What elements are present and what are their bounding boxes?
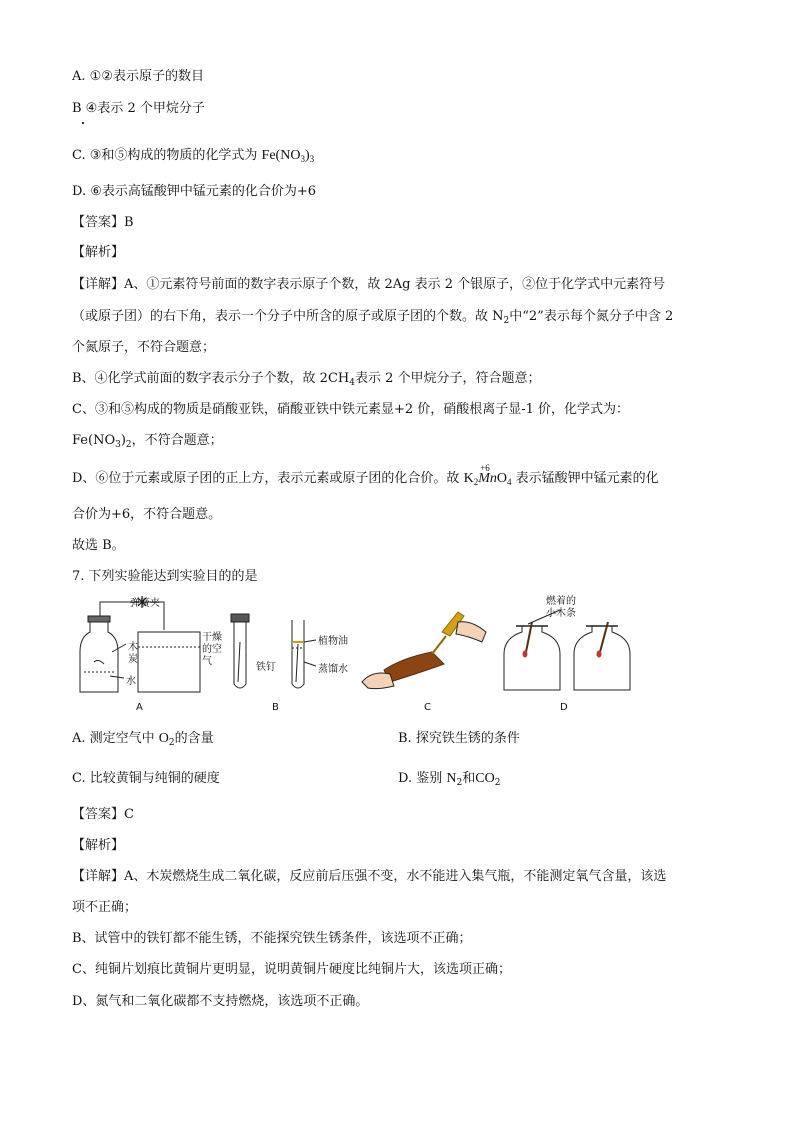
label-distilled-water: 蒸馏水 xyxy=(318,664,348,675)
formula-k2mno4: $K_2$ +6 MnO$_4$ xyxy=(463,463,512,487)
q6-detail-line-1: 【详解】A、①元素符号前面的数字表示原子个数，故 2Ag 表示 2 个银原子，②位于化学式中元素符号 xyxy=(72,277,666,292)
label-charcoal-2: 炭 xyxy=(128,654,138,665)
label-spring-clip: 弹簧夹 xyxy=(130,598,160,609)
q7-option-c: C. 比较黄铜与纯铜的硬度 xyxy=(72,771,220,786)
label-dry-air-2: 的空 xyxy=(202,644,222,655)
q7-stem: 7. 下列实验能达到实验目的的是 xyxy=(72,569,258,584)
q6-detail-line-8: 合价为+6，不符合题意。 xyxy=(72,507,222,522)
label-b: B xyxy=(272,702,279,713)
formula-fe-no3-3: $Fe(NO_3)_3$ xyxy=(261,148,315,164)
apparatus-a xyxy=(80,596,200,692)
stray-dot xyxy=(82,122,84,124)
q7-detail-line-5: D、氮气和二氧化碳都不支持燃烧，该选项不正确。 xyxy=(72,994,369,1009)
q6-detail-line-7: D、⑥位于元素或原子团的正上方，表示元素或原子团的化合价。故 $K_2$ +6 MnO$_4$ 表示锰酸钾中锰元素的化 xyxy=(72,463,659,487)
label-a: A xyxy=(136,702,143,713)
q6-detail-line-2: （或原子团）的右下角，表示一个分子中所含的原子或原子团的个数。故 $N_2$中“2”表示每个氮分子中含 2 xyxy=(72,309,674,326)
q6-detail-line-3: 个氮原子，不符合题意； xyxy=(72,340,216,355)
q6-option-d: D. ⑥表示高锰酸钾中锰元素的化合价为+6 xyxy=(72,184,317,199)
q7-detail-line-2: 项不正确； xyxy=(72,900,138,915)
q7-experiment-figure xyxy=(72,592,632,717)
q6-answer: 【答案】B xyxy=(72,215,134,230)
q7-detail-line-3: B、试管中的铁钉都不能生锈，不能探究铁生锈条件，该选项不正确； xyxy=(72,931,472,946)
apparatus-d xyxy=(504,610,630,690)
apparatus-c xyxy=(362,612,486,689)
q6-option-a: A. ①②表示原子的数目 xyxy=(72,69,204,84)
apparatus-b xyxy=(231,614,316,688)
label-water: 水 xyxy=(126,676,136,687)
q6-detail-line-6: $Fe(NO_3)_2$，不符合题意； xyxy=(72,433,223,450)
label-dry-air-1: 干燥 xyxy=(202,632,222,643)
label-d: D xyxy=(560,702,568,713)
q7-detail-line-4: C、纯铜片划痕比黄铜片更明显，说明黄铜片硬度比纯铜片大，该选项正确； xyxy=(72,962,511,977)
q7-option-d: D. 鉴别 $N_2$和$CO_2$ xyxy=(398,771,501,788)
q7-option-a: A. 测定空气中 $O_2$的含量 xyxy=(72,731,214,748)
label-dry-air-3: 气 xyxy=(202,656,212,667)
q6-analysis-label: 【解析】 xyxy=(72,245,125,260)
q7-analysis-label: 【解析】 xyxy=(72,838,125,853)
label-charcoal-1: 木 xyxy=(128,642,138,653)
q6-detail-line-5: C、③和⑤构成的物质是硝酸亚铁，硝酸亚铁中铁元素显+2 价，硝酸根离子显-1 价，化学式为： xyxy=(72,402,630,417)
label-c: C xyxy=(424,702,431,713)
q6-option-c: C. ③和⑤构成的物质的化学式为 $Fe(NO_3)_3$ xyxy=(72,148,315,164)
label-burning-2: 小木条 xyxy=(546,608,576,619)
q6-detail-line-4: B、④化学式前面的数字表示分子个数，故 $2CH_4$表示 2 个甲烷分子，符合题意； xyxy=(72,371,541,388)
q7-detail-line-1: 【详解】A、木炭燃烧生成二氧化碳，反应前后压强不变，水不能进入集气瓶，不能测定氧气含量，该选 xyxy=(72,869,667,884)
q6-conclusion: 故选 B。 xyxy=(72,538,125,553)
q6-option-b: B ④表示 2 个甲烷分子 xyxy=(72,101,205,116)
label-burning-1: 燃着的 xyxy=(546,596,576,607)
label-iron-nail: 铁钉 xyxy=(256,662,276,673)
label-vegetable-oil: 植物油 xyxy=(318,636,348,647)
q7-answer: 【答案】C xyxy=(72,807,134,822)
q7-option-b: B. 探究铁生锈的条件 xyxy=(398,731,520,746)
